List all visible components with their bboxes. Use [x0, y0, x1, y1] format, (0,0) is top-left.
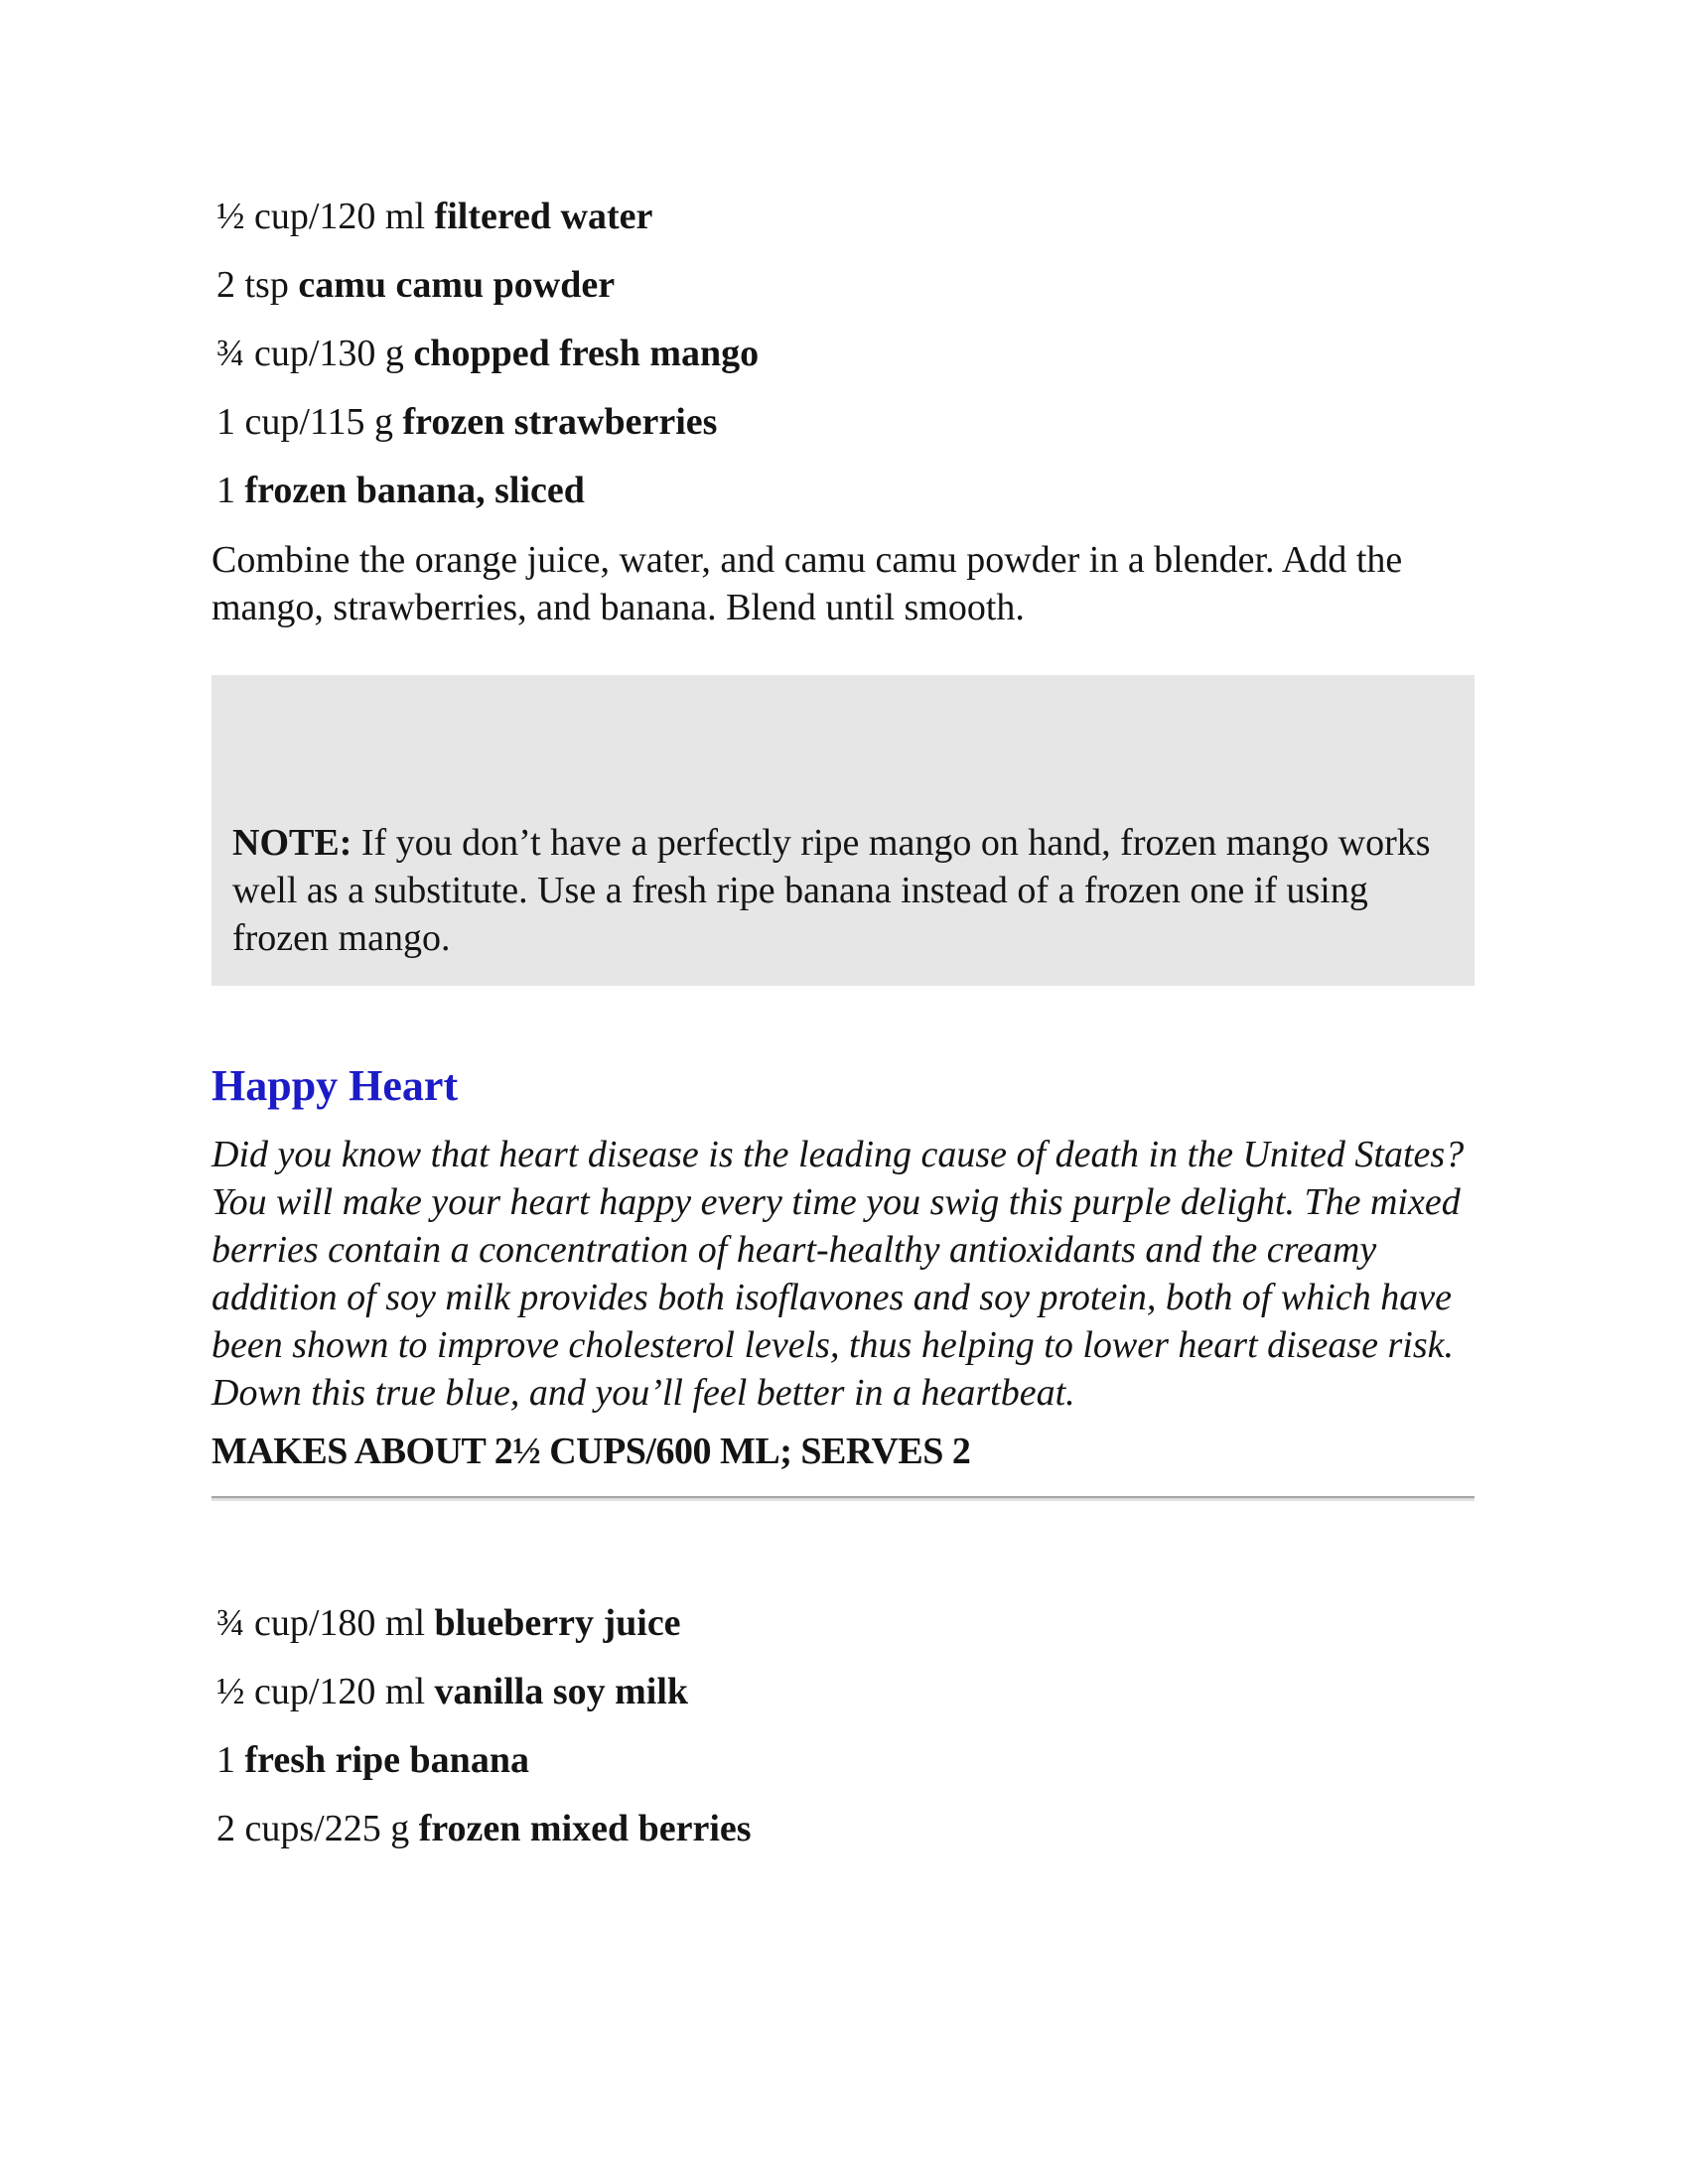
ingredient-name: chopped fresh mango: [413, 333, 760, 374]
ingredient-line: [216, 331, 1475, 376]
ingredient-name: frozen mixed berries: [418, 1808, 752, 1849]
ingredient-quantity: 1: [216, 1739, 235, 1781]
ingredient-name: filtered water: [434, 196, 653, 237]
recipe-yield: MAKES ABOUT 2½ CUPS/600 ML; SERVES 2: [211, 1431, 971, 1472]
ingredient-line: [216, 1737, 1475, 1783]
recipe-title: Happy Heart: [211, 1061, 459, 1110]
note-box: [211, 675, 1475, 986]
note-label: NOTE:: [232, 822, 352, 864]
directions-paragraph: Combine the orange juice, water, and camu camu powder in a blender. Add the mango, strawberries, and banana. Blend until smooth.: [211, 539, 1403, 628]
ingredient-line: [216, 1600, 1475, 1646]
ingredient-line: [216, 399, 1475, 445]
ingredient-line: [216, 1806, 1475, 1851]
ingredient-list-2: [211, 1600, 1475, 1851]
ingredient-quantity: 1 cup/115 g: [216, 401, 394, 443]
document-page: [211, 194, 1475, 1874]
ingredient-line: [216, 262, 1475, 308]
recipe-intro: Did you know that heart disease is the leading cause of death in the United States? You will make your heart happy every time you swig this purple delight. The mixed berries contain a concentration of heart-healthy antioxidants and the creamy addition of soy milk provides both isoflavones and soy protein, both of which have been shown to improve cholesterol levels, thus helping to lower heart disease risk. Down this true blue, and you’ll feel better in a heartbeat.: [211, 1134, 1465, 1414]
ingredient-name: vanilla soy milk: [434, 1671, 689, 1712]
horizontal-divider: [211, 1496, 1475, 1501]
ingredient-name: blueberry juice: [434, 1602, 681, 1644]
ingredient-line: [216, 1669, 1475, 1714]
ingredient-quantity: ½ cup/120 ml: [216, 1671, 426, 1712]
ingredient-quantity: ½ cup/120 ml: [216, 196, 426, 237]
ingredient-name: frozen strawberries: [402, 401, 718, 443]
ingredient-quantity: ¾ cup/130 g: [216, 333, 404, 374]
ingredient-quantity: ¾ cup/180 ml: [216, 1602, 426, 1644]
note-body: If you don’t have a perfectly ripe mango on hand, frozen mango works well as a substitute. Use a fresh ripe banana instead of a frozen one if using frozen mango.: [232, 822, 1431, 959]
ingredient-name: camu camu powder: [298, 264, 616, 306]
note-text-block: [232, 819, 1459, 962]
ingredient-name: frozen banana, sliced: [244, 470, 585, 511]
ingredient-list-1: [211, 194, 1475, 513]
ingredient-quantity: 2 cups/225 g: [216, 1808, 410, 1849]
ingredient-name: fresh ripe banana: [244, 1739, 529, 1781]
ingredient-line: [216, 468, 1475, 513]
ingredient-line: [216, 194, 1475, 239]
ingredient-quantity: 1: [216, 470, 235, 511]
ingredient-quantity: 2 tsp: [216, 264, 289, 306]
